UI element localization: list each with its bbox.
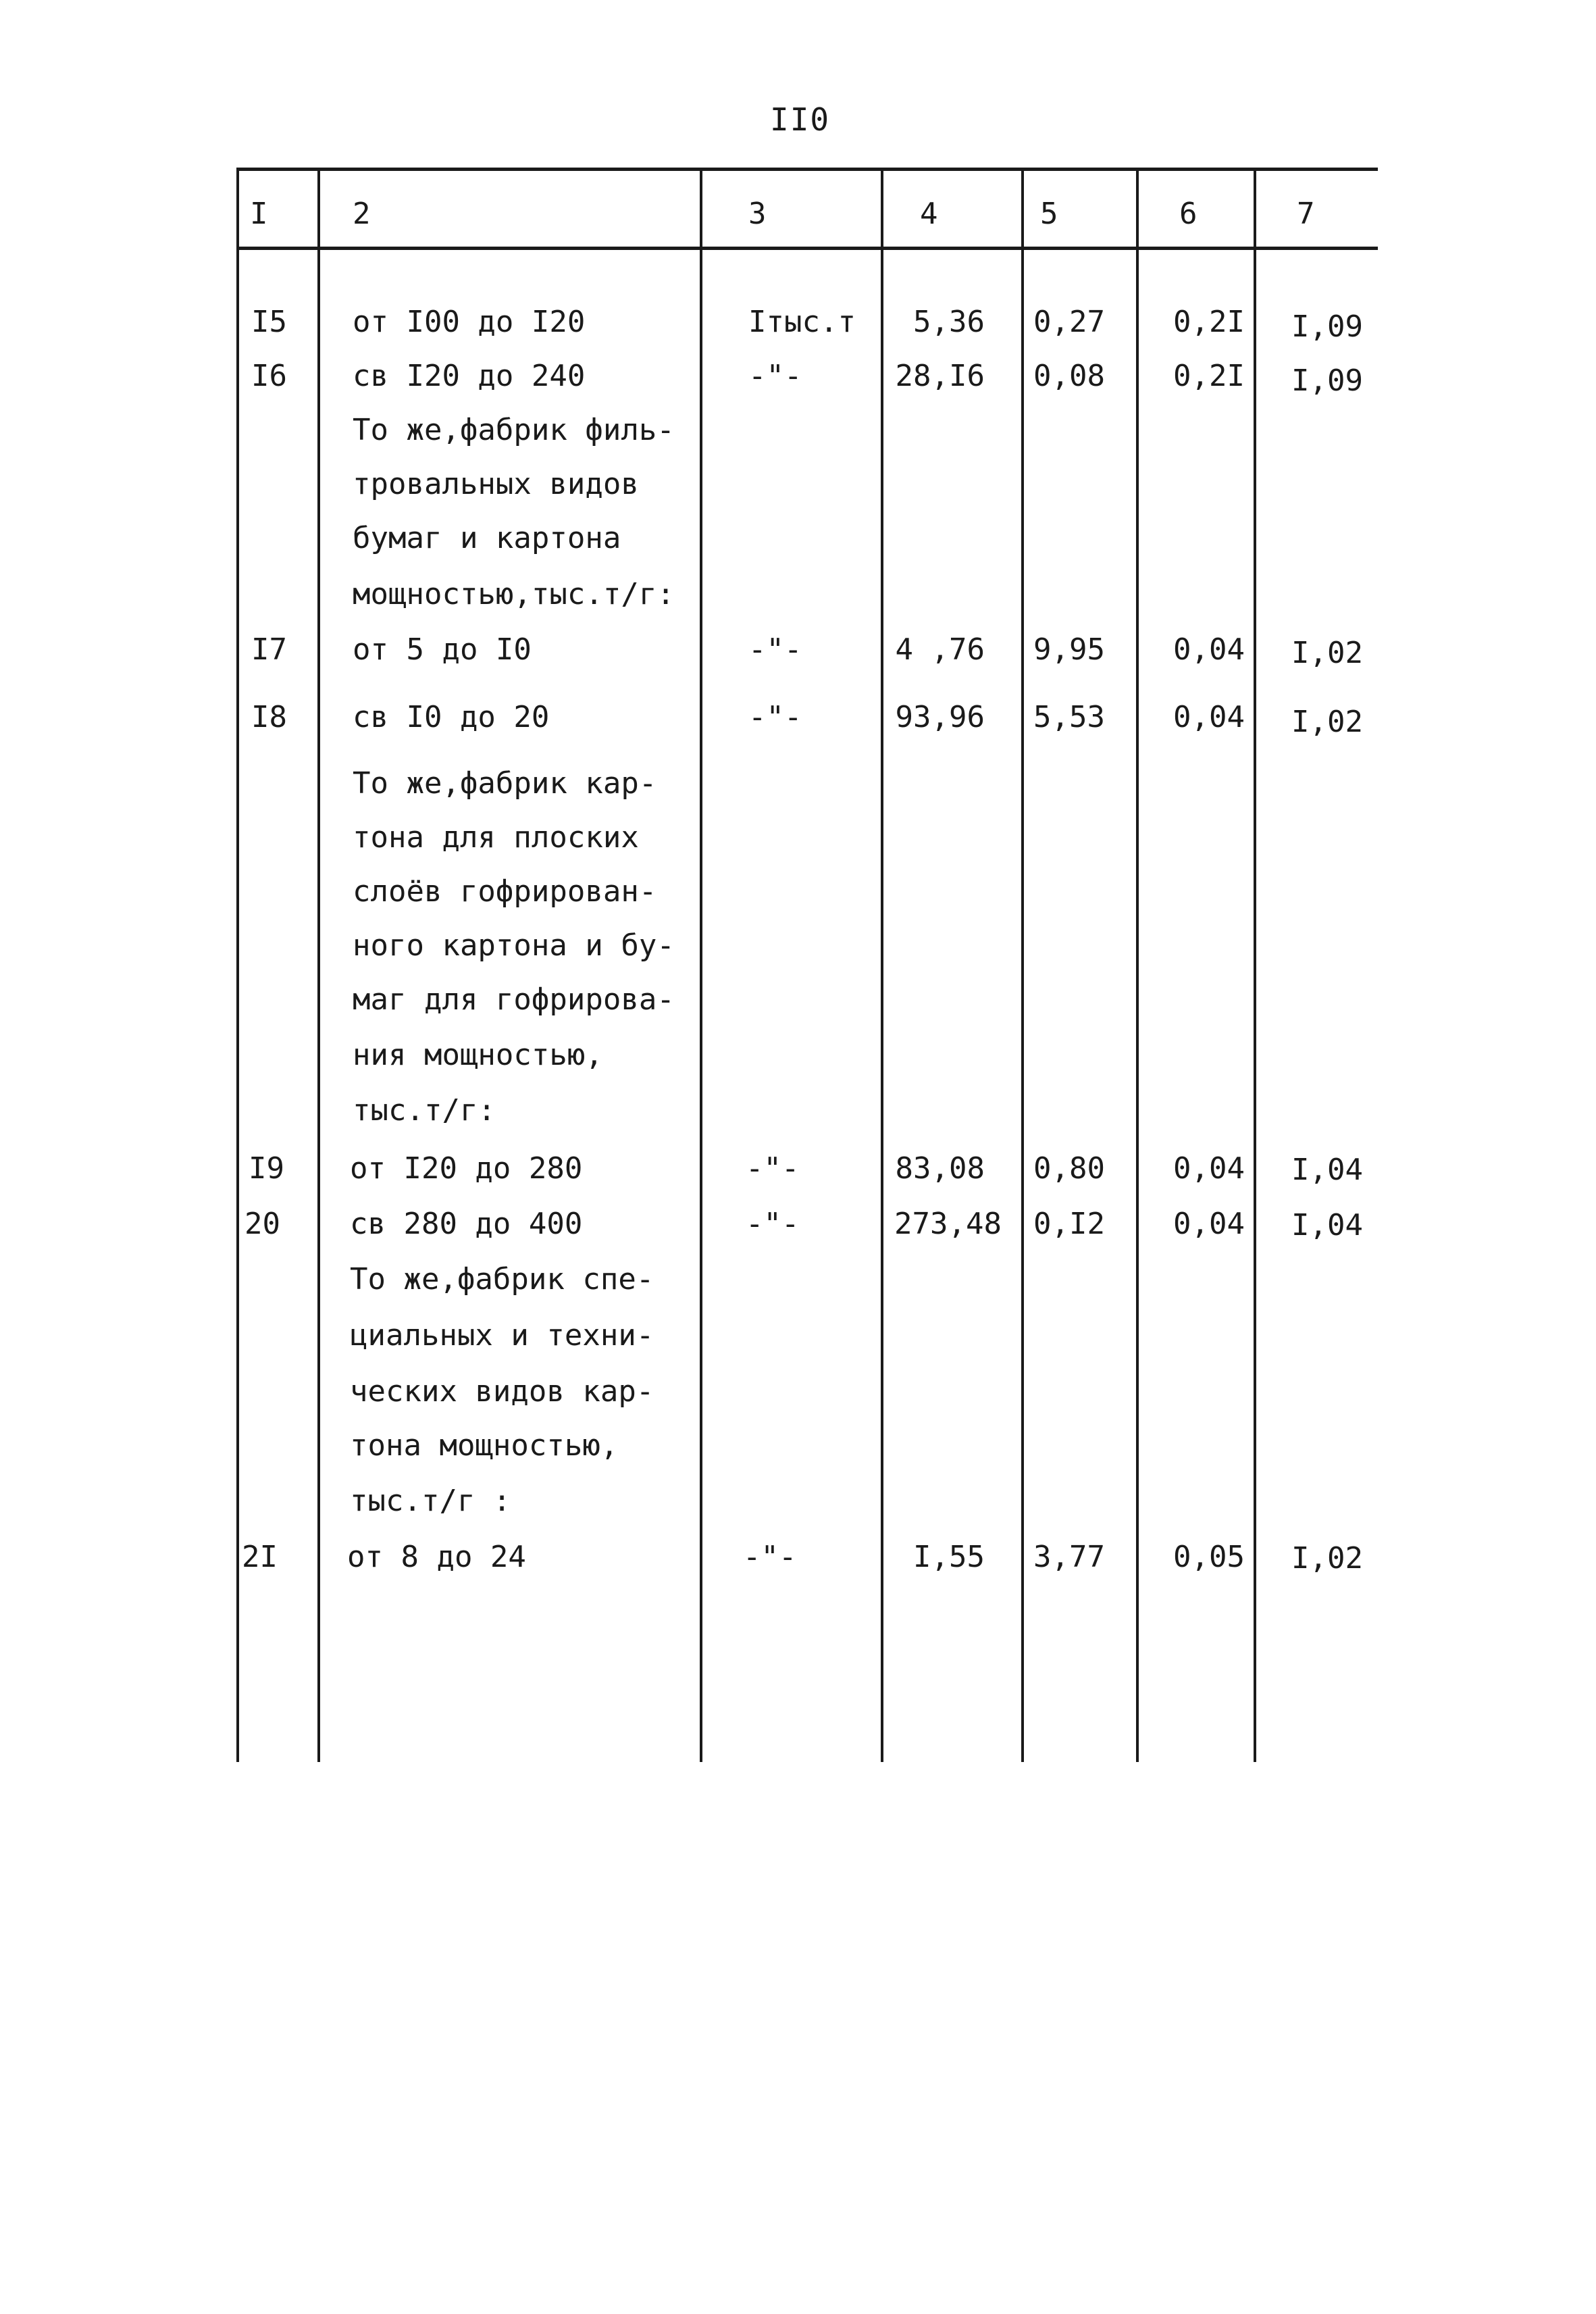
cell-col4: 5,36 xyxy=(913,305,985,339)
header-cell-4: 4 xyxy=(920,197,938,231)
cell-col6: 0,04 xyxy=(1173,700,1245,734)
row-unit: -"- xyxy=(748,700,802,734)
cell-col4: 28,I6 xyxy=(895,359,985,393)
cell-col4: 273,48 xyxy=(894,1207,1002,1241)
cell-col6: 0,04 xyxy=(1173,1151,1245,1186)
row-description: св 280 до 400 xyxy=(350,1207,583,1241)
row-description: св I20 до 240 xyxy=(353,359,586,393)
row-number: I9 xyxy=(249,1151,284,1186)
cell-col7: I,02 xyxy=(1291,1541,1363,1576)
header-cell-7: 7 xyxy=(1297,197,1315,231)
cell-col4: I,55 xyxy=(913,1540,985,1574)
column-rule xyxy=(1254,168,1256,1762)
section-line: мощностью,тыс.т/г: xyxy=(353,577,675,611)
section-line: ния мощностью, xyxy=(353,1038,603,1072)
cell-col5: 5,53 xyxy=(1033,700,1105,734)
table-top-rule xyxy=(236,168,1378,171)
row-unit: -"- xyxy=(746,1151,800,1186)
cell-col7: I,09 xyxy=(1291,309,1363,344)
section-line: То же,фабрик спе- xyxy=(350,1262,654,1297)
row-number: 20 xyxy=(244,1207,280,1241)
cell-col6: 0,2I xyxy=(1173,359,1245,393)
row-unit: Iтыс.т xyxy=(748,305,856,339)
header-cell-1: I xyxy=(250,197,268,231)
cell-col5: 0,I2 xyxy=(1033,1207,1105,1241)
row-unit: -"- xyxy=(748,359,802,393)
cell-col7: I,04 xyxy=(1291,1153,1363,1187)
cell-col6: 0,04 xyxy=(1173,1207,1245,1241)
section-line: бумаг и картона xyxy=(353,521,621,555)
row-number: 2I xyxy=(242,1540,278,1574)
section-line: тыс.т/г : xyxy=(350,1484,511,1518)
cell-col7: I,02 xyxy=(1291,636,1363,670)
cell-col5: 0,08 xyxy=(1033,359,1105,393)
cell-col4: 93,96 xyxy=(895,700,985,734)
section-line: циальных и техни- xyxy=(350,1318,654,1353)
header-cell-3: 3 xyxy=(748,197,767,231)
section-line: тыс.т/г: xyxy=(353,1093,496,1128)
row-number: I6 xyxy=(251,359,287,393)
row-unit: -"- xyxy=(746,1207,800,1241)
section-line: тона для плоских xyxy=(353,820,639,855)
header-cell-2: 2 xyxy=(353,197,371,231)
cell-col4: 83,08 xyxy=(895,1151,985,1186)
section-line: ческих видов кар- xyxy=(350,1374,654,1409)
row-unit: -"- xyxy=(748,632,802,667)
column-rule xyxy=(700,168,702,1762)
row-description: от 5 до I0 xyxy=(353,632,532,667)
cell-col5: 0,27 xyxy=(1033,305,1105,339)
cell-col6: 0,05 xyxy=(1173,1540,1245,1574)
column-rule xyxy=(236,168,239,1762)
section-line: слоёв гофрирован- xyxy=(353,874,657,909)
column-rule xyxy=(317,168,320,1762)
cell-col5: 0,80 xyxy=(1033,1151,1105,1186)
header-cell-6: 6 xyxy=(1179,197,1198,231)
section-line: То же,фабрик кар- xyxy=(353,766,657,801)
section-line: ного картона и бу- xyxy=(353,928,675,963)
row-number: I7 xyxy=(251,632,287,667)
row-description: от I20 до 280 xyxy=(350,1151,583,1186)
row-description: св I0 до 20 xyxy=(353,700,550,734)
section-line: маг для гофрирова- xyxy=(353,982,675,1017)
row-unit: -"- xyxy=(743,1540,797,1574)
cell-col7: I,04 xyxy=(1291,1208,1363,1242)
row-description: от I00 до I20 xyxy=(353,305,586,339)
cell-col7: I,02 xyxy=(1291,705,1363,739)
page-number: II0 xyxy=(770,101,831,138)
cell-col6: 0,2I xyxy=(1173,305,1245,339)
header-bottom-rule xyxy=(236,247,1378,250)
row-number: I5 xyxy=(251,305,287,339)
cell-col5: 9,95 xyxy=(1033,632,1105,667)
section-line: тона мощностью, xyxy=(350,1428,619,1463)
column-rule xyxy=(1021,168,1024,1762)
column-rule xyxy=(881,168,883,1762)
row-number: I8 xyxy=(251,700,287,734)
cell-col5: 3,77 xyxy=(1033,1540,1105,1574)
cell-col6: 0,04 xyxy=(1173,632,1245,667)
row-description: от 8 до 24 xyxy=(347,1540,526,1574)
cell-col4: 4 ,76 xyxy=(895,632,985,667)
section-line: То же,фабрик филь- xyxy=(353,413,675,447)
column-rule xyxy=(1136,168,1139,1762)
section-line: тровальных видов xyxy=(353,467,639,501)
header-cell-5: 5 xyxy=(1040,197,1058,231)
cell-col7: I,09 xyxy=(1291,363,1363,398)
